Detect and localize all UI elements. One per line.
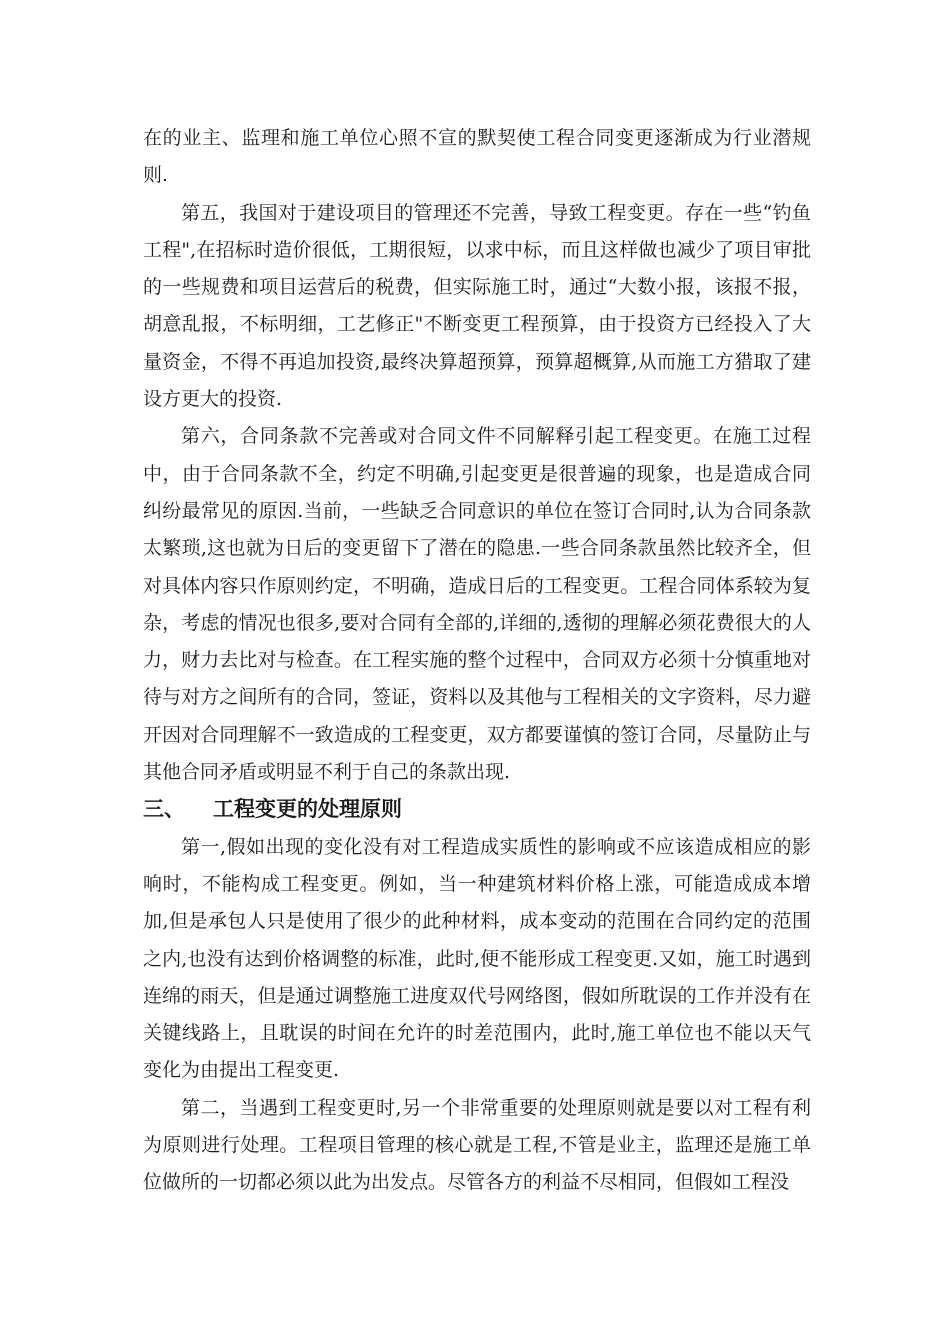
paragraph-continuation: 在的业主、监理和施工单位心照不宣的默契使工程合同变更逐渐成为行业潜规则.	[143, 127, 811, 187]
section-heading	[143, 791, 811, 828]
paragraph-second-principle: 第二，当遇到工程变更时,另一个非常重要的处理原则就是要以对工程有利为原则进行处理。工程项目管理的核心就是工程,不管是业主，监理还是施工单位做所的一切都必须以此为出发点。尽管各方的利益不尽相同，但假如工程没	[143, 1096, 811, 1194]
section-title: 工程变更的处理原则	[213, 797, 402, 822]
section-number: 三、	[143, 797, 185, 822]
paragraph-sixth-reason: 第六，合同条款不完善或对合同文件不同解释引起工程变更。在施工过程中，由于合同条款不全，约定不明确,引起变更是很普遍的现象，也是造成合同纠纷最常见的原因.当前，一些缺乏合同意识的单位在签订合同时,认为合同条款太繁琐,这也就为日后的变更留下了潜在的隐患.一些合同条款虽然比较齐全，但对具体内容只作原则约定，不明确，造成日后的工程变更。工程合同体系较为复杂，考虑的情况也很多,要对合同有全部的,详细的,透彻的理解必须花费很大的人力，财力去比对与检查。在工程实施的整个过程中，合同双方必须十分慎重地对待与对方之间所有的合同，签证，资料以及其他与工程相关的文字资料，尽力避开因对合同理解不一致造成的工程变更，双方都要谨慎的签订合同，尽量防止与其他合同矛盾或明显不利于自己的条款出现.	[143, 425, 811, 784]
paragraph-fifth-reason: 第五，我国对于建设项目的管理还不完善，导致工程变更。存在一些“钓鱼工程",在招标时造价很低，工期很短，以求中标，而且这样做也减少了项目审批的一些规费和项目运营后的税费，但实际施工时，通过“大数小报，该报不报，胡意乱报，不标明细，工艺修正"不断变更工程预算，由于投资方已经投入了大量资金，不得不再追加投资,最终决算超预算，预算超概算,从而施工方猎取了建设方更大的投资.	[143, 201, 811, 411]
paragraph-first-principle: 第一,假如出现的变化没有对工程造成实质性的影响或不应该造成相应的影响时，不能构成工程变更。例如，当一种建筑材料价格上涨，可能造成成本增加,但是承包人只是使用了很少的此种材料，成本变动的范围在合同约定的范围之内,也没有达到价格调整的标准，此时,便不能形成工程变更.又如，施工时遇到连绵的雨天，但是通过调整施工进度双代号网络图，假如所耽误的工作并没有在关键线路上，且耽误的时间在允许的时差范围内，此时,施工单位也不能以天气变化为由提出工程变更.	[143, 835, 811, 1082]
document-body	[143, 120, 811, 1202]
